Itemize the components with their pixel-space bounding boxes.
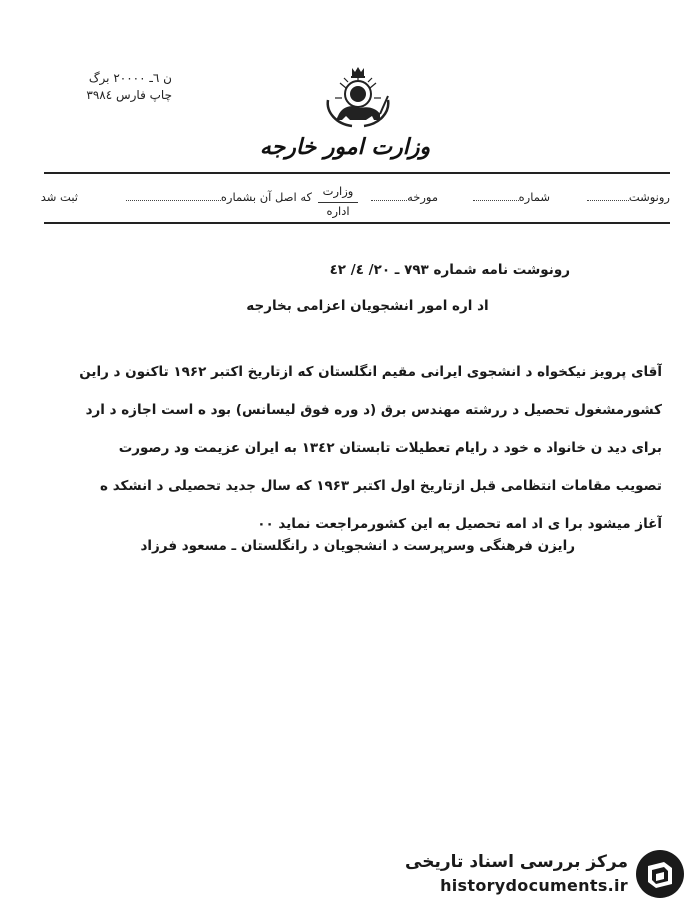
reference-line: رونوشت نامه شماره ۷۹۳ ـ ۲۰/ ٤/ ٤۲ [329,262,570,278]
field-copy-label: رونوشت [628,190,670,204]
archive-logo-icon [634,848,686,900]
field-date-label: مورخه [407,190,438,204]
signature-line: رایزن فرهنگی وسرپرست د انشجویان د رانگلستان ـ مسعود فرزاد [140,538,575,554]
body-line: برای دید ن خانواد ه خود د رایام تعطیلات تابستان ۱۳٤۲ به ایران عزیمت ود رصورت [118,440,662,456]
field-copy [587,190,670,204]
field-origin-label: که اصل آن بشماره [220,190,312,204]
field-ministry-department [318,180,358,219]
archive-watermark [405,846,690,902]
field-number [473,190,550,204]
body-line: کشورمشغول تحصیل د ررشته مهندس برق (د وره فوق لیسانس) بود ه است اجازه د ارد [85,402,662,418]
field-number-label: شماره [518,190,550,204]
field-edareh-label: اداره [326,204,350,218]
body-line: آقای پرویز نیکخواه د انشجوی ایرانی مقیم انگلستان که ازتاریخ اکتبر ۱۹۶۲ تاکنون د راین [79,364,662,380]
field-date [371,190,438,204]
watermark-url: historydocuments.ir [440,876,628,895]
field-origin-number [126,190,312,204]
department-line: اد اره امور انشجویان اعزامی بخارجه [246,298,489,314]
header-rule-top [44,172,670,174]
watermark-name: مرکز بررسی اسناد تاریخی [405,852,628,872]
field-registered [41,190,78,204]
body-line: تصویب مقامات انتظامی قبل ازتاریخ اول اکتبر ۱۹۶۳ که سال جدید تحصیلی د انشکد ه [100,478,662,494]
body-line: آغاز میشود برا ی اد امه تحصیل به این کشورمراجعت نماید ۰۰ [257,516,662,532]
ministry-title: وزارت امور خارجه [259,134,431,160]
lion-and-sun-emblem-icon [322,66,394,128]
header-rule-bottom [44,222,670,224]
field-registered-label: ثبت شد [40,190,78,204]
form-code-line-2: چاپ فارس ۳۹۸٤ [86,88,172,102]
form-code-line-1: ن ٦ـ ۲۰۰۰۰ برگ [88,71,172,85]
field-vezarat-label: وزارت [322,184,354,198]
form-code [52,70,172,104]
letter-body [46,353,662,543]
